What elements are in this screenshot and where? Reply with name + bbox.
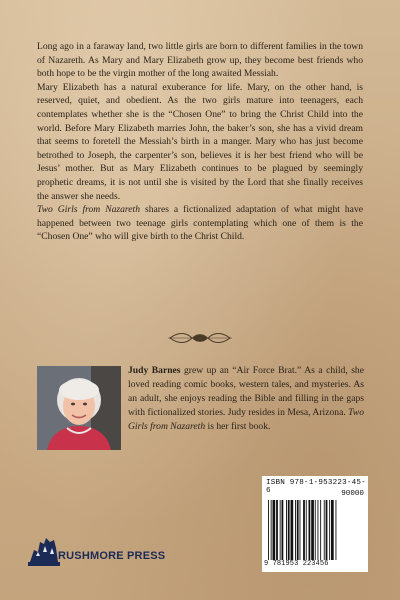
blurb-paragraph-3 xyxy=(37,203,363,244)
mount-rushmore-logo-icon xyxy=(28,532,60,568)
blurb-paragraph-3-text: shares a fictionalized adaptation of what might have happened between two teenage girls contemplating which one of them is the “Chosen One” who will give birth to the Christ Child. xyxy=(37,204,363,243)
barcode-number: 9 781953 223456 xyxy=(264,560,329,568)
author-bio xyxy=(128,364,364,434)
blurb-paragraph-2: Mary Elizabeth has a natural exuberance for life. Mary, on the other hand, is reserved, quiet, and obedient. As the two girls mature into teenagers, each contemplates whether she is the “Chosen One” to bring the Christ Child into the world. Before Mary Elizabeth marries John, the baker’s son, she has a vivid dream that seems to foretell the Messiah’s birth in a manger. Mary who has just become betrothed to Joseph, the carpenter’s son, believes it is her best friend who will be Jesus’ mother. But as Mary Elizabeth continues to be plagued by seemingly prophetic dreams, it is not until she is visited by the Lord that she finally receives the answer she needs. xyxy=(37,81,363,202)
author-portrait-icon xyxy=(37,366,121,450)
barcode-bars-icon xyxy=(266,500,364,560)
author-photo xyxy=(37,366,121,450)
back-cover-blurb xyxy=(37,40,363,244)
author-bio-text-2: is her first book. xyxy=(205,421,271,432)
blurb-paragraph-1: Long ago in a faraway land, two little girls are born to different families in the town of Nazareth. As Mary and Mary Elizabeth grow up, they become best friends who both hope to be the virgin mother of the long awaited Messiah. xyxy=(37,41,363,80)
isbn-barcode xyxy=(262,476,368,572)
author-book-title: Two Girls from Nazareth xyxy=(128,407,364,432)
publisher-name: RUSHMORE PRESS xyxy=(58,550,166,562)
isbn-label: ISBN 978-1-953223-45-6 xyxy=(266,479,366,495)
publisher-logo xyxy=(28,532,168,568)
barcode-price-code: 90000 xyxy=(341,490,364,498)
book-title-italic: Two Girls from Nazareth xyxy=(37,204,141,216)
flourish-ornament-icon xyxy=(168,330,232,346)
author-name: Judy Barnes xyxy=(128,365,181,376)
author-bio-text-1: grew up an “Air Force Brat.” As a child, she loved reading comic books, western tales, and mysteries. As an adult, she enjoys reading the Bible and filling in the gaps with fictionalized stories. Judy resides in Mesa, Arizona. xyxy=(128,365,364,418)
